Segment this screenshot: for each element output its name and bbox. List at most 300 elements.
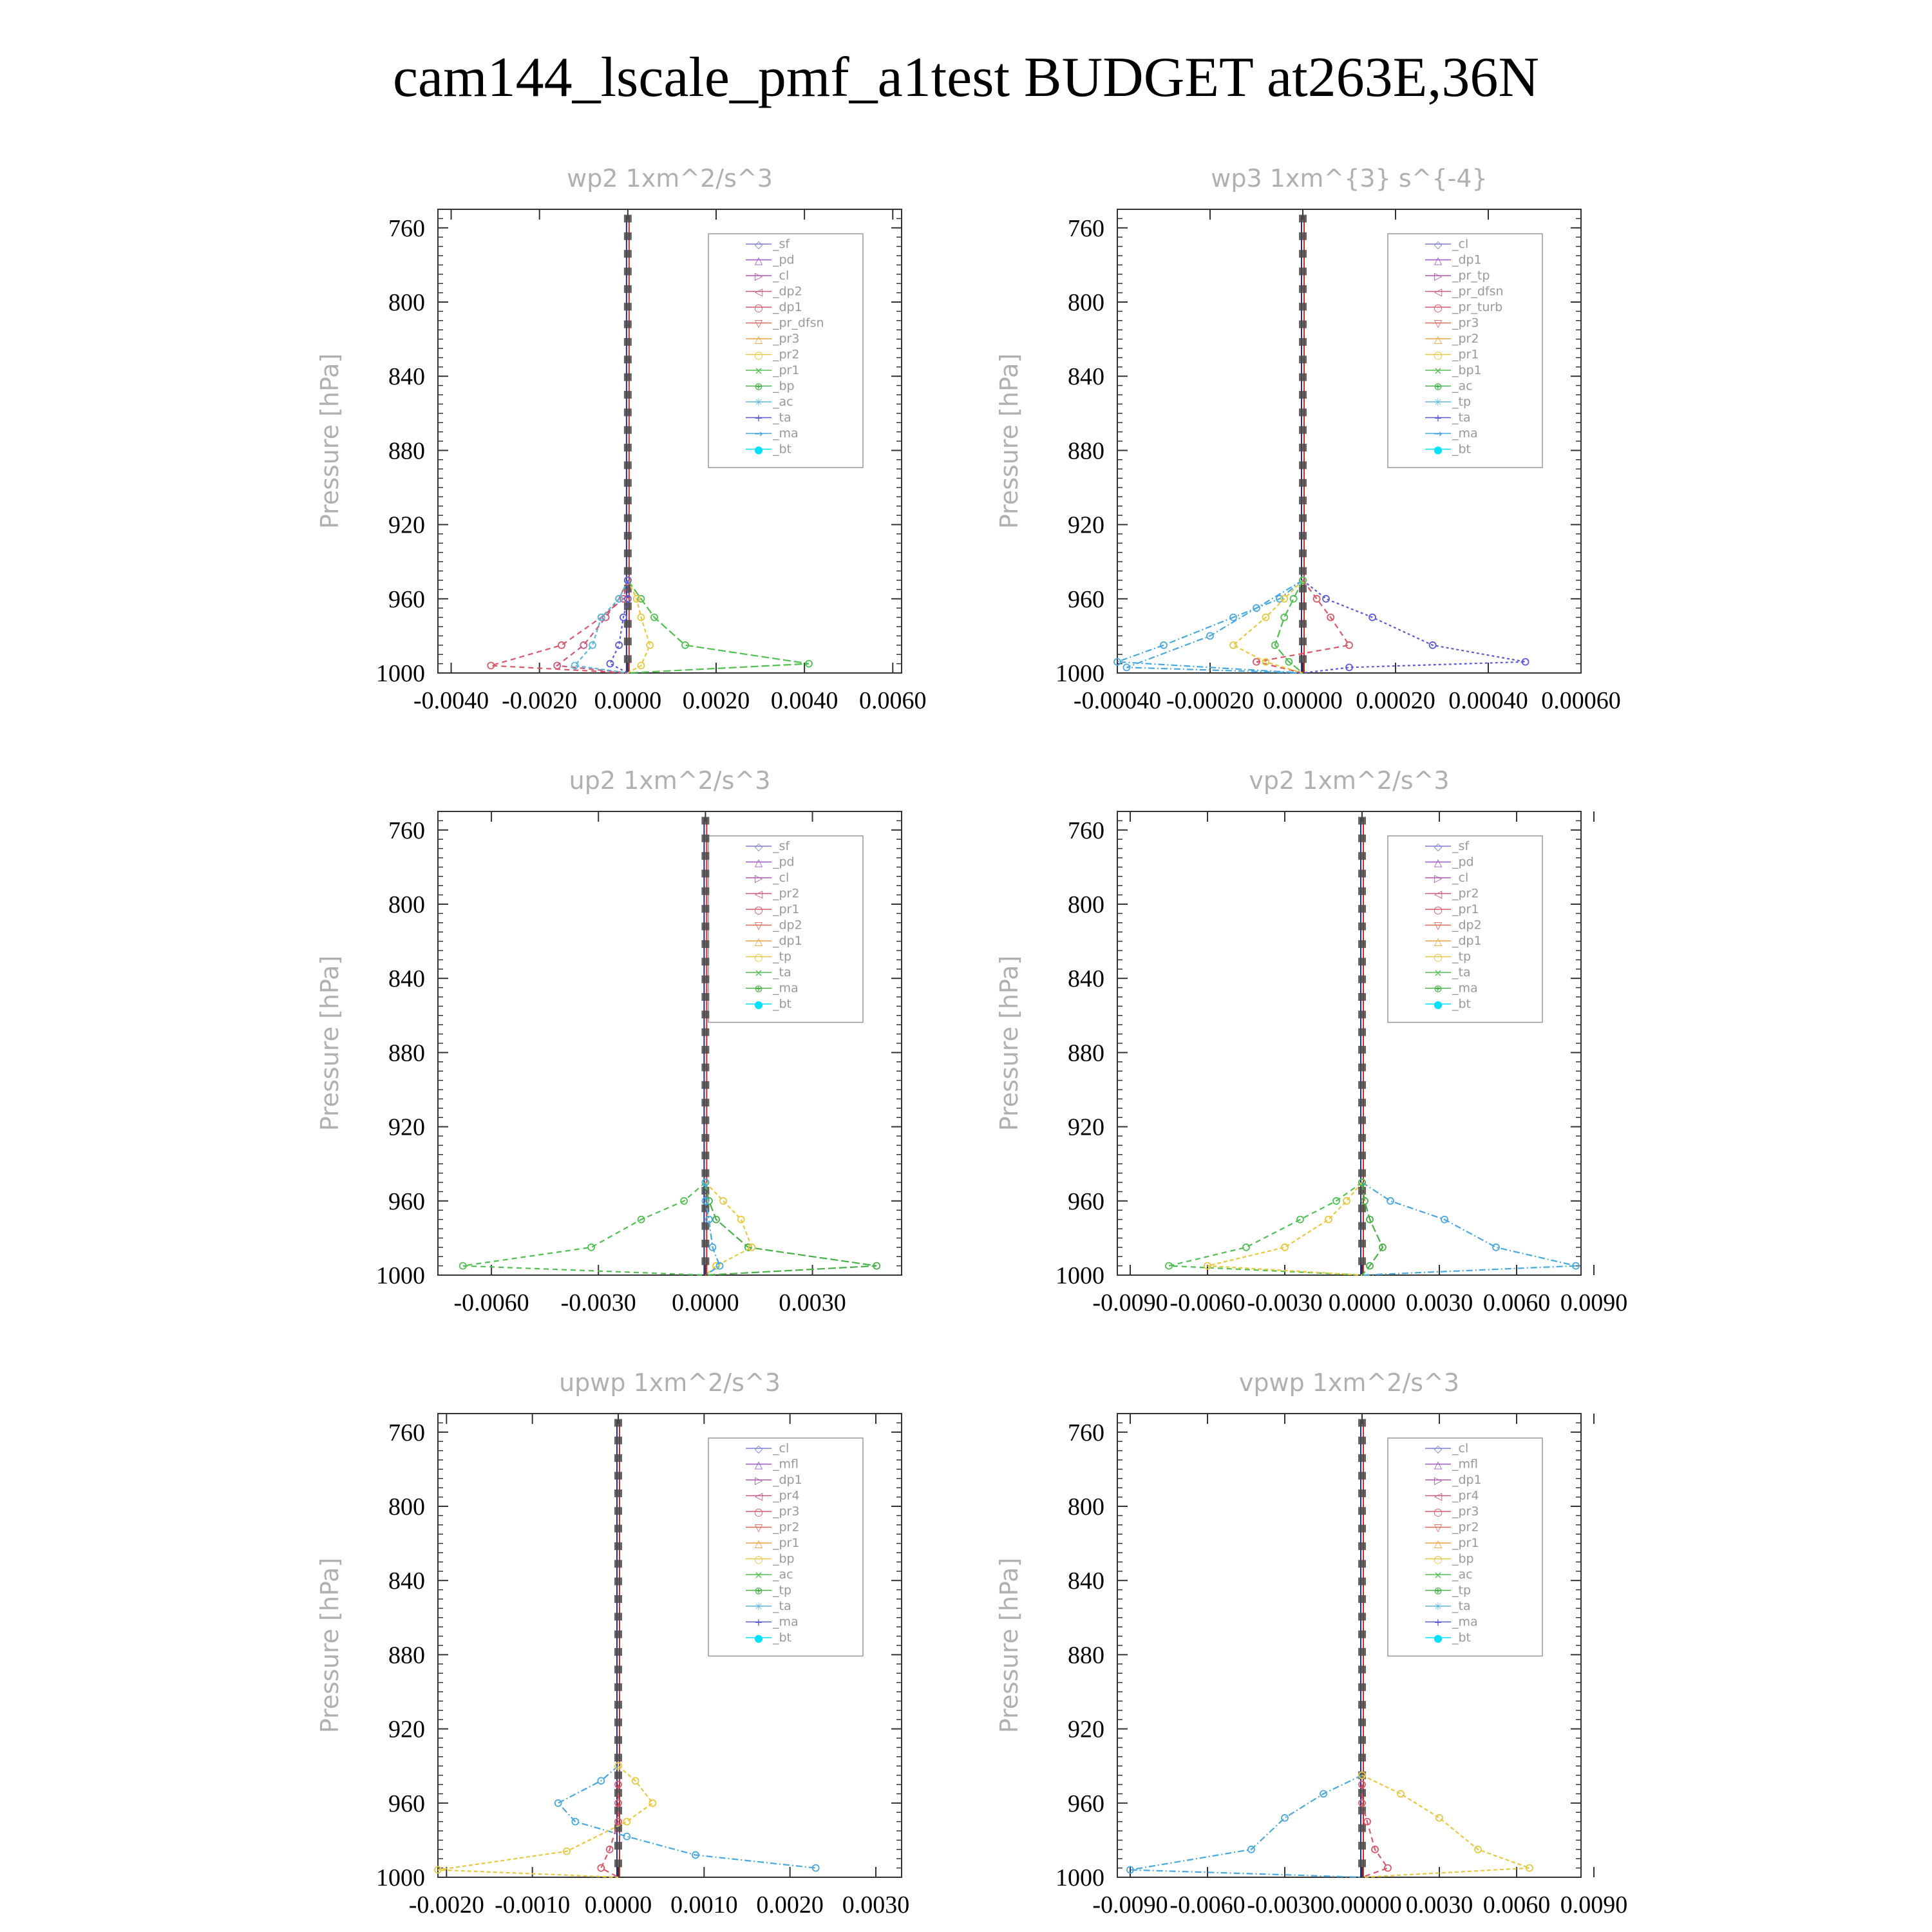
zero-marker: [1358, 1240, 1366, 1247]
legend-entry: _cl: [773, 871, 790, 885]
legend-marker: ◁: [1434, 285, 1443, 298]
legend-entry: _pr1: [773, 902, 800, 916]
y-tick-label: 1000: [376, 1864, 425, 1891]
zero-marker: [1299, 638, 1307, 645]
zero-marker: [1358, 1490, 1366, 1497]
zero-marker: [624, 655, 632, 663]
legend-marker: ▷: [1434, 872, 1443, 884]
zero-marker: [1299, 321, 1307, 328]
legend-marker: ○: [754, 301, 763, 314]
y-tick-label: 880: [388, 1039, 425, 1067]
legend-marker: ⊕: [1434, 982, 1443, 995]
legend-entry: _bt: [1452, 997, 1472, 1011]
legend-marker: +: [754, 1616, 763, 1629]
legend-marker: △: [754, 1537, 763, 1549]
zero-marker: [1358, 1719, 1366, 1727]
legend-entry: _sf: [773, 839, 790, 853]
zero-marker: [1299, 408, 1307, 416]
y-tick-label: 920: [388, 1716, 425, 1743]
zero-marker: [614, 1525, 622, 1533]
panel-3: [316, 766, 902, 1316]
panel-title: up2 1xm^2/s^3: [569, 766, 771, 795]
x-tick-label: 0.0060: [859, 687, 927, 714]
zero-marker: [1358, 976, 1366, 983]
legend-entry: _bt: [1452, 442, 1472, 457]
legend-marker: ▷: [754, 1474, 763, 1486]
y-tick-label: 840: [388, 1567, 425, 1595]
legend-marker: △: [754, 856, 763, 869]
series-line: [491, 580, 628, 673]
zero-marker: [1299, 250, 1307, 258]
zero-marker: [624, 549, 632, 557]
zero-marker: [701, 852, 709, 860]
zero-marker: [701, 1081, 709, 1089]
zero-marker: [1358, 905, 1366, 913]
x-tick-label: 0.0000: [672, 1289, 739, 1316]
legend-entry: _pr3: [1452, 316, 1479, 330]
y-tick-label: 880: [388, 1642, 425, 1669]
legend-marker: ○: [1434, 1553, 1443, 1566]
zero-marker: [624, 214, 632, 222]
zero-marker: [624, 515, 632, 522]
legend-marker: ⊕: [1434, 1584, 1443, 1597]
series-line: [463, 1182, 706, 1275]
zero-marker: [614, 1437, 622, 1444]
legend-marker: ▷: [1434, 1474, 1443, 1486]
zero-marker: [1299, 303, 1307, 310]
legend-marker: ✳: [1434, 396, 1443, 408]
legend-marker: ✳: [754, 396, 763, 408]
legend-entry: _pr1: [1452, 902, 1479, 916]
zero-marker: [1299, 444, 1307, 451]
panel-2: [995, 164, 1621, 714]
x-tick-label: 0.00000: [1322, 1891, 1402, 1918]
zero-marker: [1299, 567, 1307, 575]
y-tick-label: 1000: [1056, 1864, 1104, 1891]
zero-marker: [1358, 1257, 1366, 1265]
y-tick-label: 840: [1068, 965, 1104, 993]
legend-marker: △: [1434, 254, 1443, 267]
series-line: [557, 580, 628, 673]
x-tick-label: 0.0030: [1405, 1891, 1473, 1918]
legend-entry: _bt: [773, 1631, 792, 1645]
y-tick-label: 920: [388, 1113, 425, 1141]
zero-marker: [1358, 1117, 1366, 1124]
series-point: [598, 1865, 604, 1871]
zero-marker: [614, 1665, 622, 1673]
zero-marker: [624, 408, 632, 416]
series-point: [720, 1198, 726, 1204]
zero-marker: [614, 1560, 622, 1567]
legend-entry: _pr3: [1452, 1504, 1479, 1519]
zero-marker: [1299, 391, 1307, 399]
legend-marker: △: [1434, 333, 1443, 345]
y-tick-label: 920: [1068, 511, 1104, 539]
y-tick-label: 800: [388, 891, 425, 918]
y-tick-label: 760: [388, 214, 425, 242]
legend-marker: →: [1434, 428, 1443, 440]
legend-entry: _cl: [1452, 237, 1469, 251]
legend-entry: _ta: [1452, 410, 1471, 425]
legend-entry: _dp1: [773, 300, 802, 314]
series-point: [1436, 1815, 1443, 1821]
legend-entry: _ta: [773, 965, 791, 980]
x-tick-label: -0.0010: [495, 1891, 571, 1918]
legend-entry: _pd: [773, 252, 795, 267]
legend-entry: _pr4: [773, 1488, 800, 1503]
series-line: [1362, 1776, 1530, 1877]
legend-entry: _ac: [773, 395, 793, 409]
legend-marker: ◁: [754, 285, 763, 298]
x-tick-label: -0.0060: [453, 1289, 529, 1316]
x-tick-label: -0.0090: [1092, 1891, 1168, 1918]
legend-entry: _tp: [1452, 395, 1472, 409]
zero-marker: [614, 1701, 622, 1709]
zero-marker: [624, 461, 632, 469]
x-tick-label: 0.0000: [594, 687, 662, 714]
zero-marker: [614, 1683, 622, 1691]
zero-marker: [614, 1542, 622, 1550]
zero-marker: [624, 285, 632, 293]
legend-entry: _ac: [1452, 1567, 1473, 1582]
panel-title: wp2 1xm^2/s^3: [567, 164, 773, 193]
zero-marker: [701, 976, 709, 983]
legend-marker: ▽: [754, 919, 763, 932]
legend-entry: _ta: [1452, 1599, 1471, 1613]
legend-entry: _bp: [773, 379, 795, 393]
zero-marker: [1358, 1701, 1366, 1709]
series-point: [1387, 1198, 1394, 1204]
x-tick-label: 0.0030: [842, 1891, 910, 1918]
y-tick-label: 760: [1068, 1419, 1104, 1446]
zero-marker: [1358, 869, 1366, 877]
series-line: [575, 580, 628, 673]
legend-marker: ○: [754, 1553, 763, 1566]
zero-marker: [701, 1010, 709, 1018]
zero-marker: [614, 1842, 622, 1850]
y-tick-label: 760: [1068, 214, 1104, 242]
y-tick-label: 800: [388, 1493, 425, 1520]
legend-entry: _ac: [1452, 379, 1473, 393]
legend-entry: _bp: [773, 1551, 795, 1566]
zero-marker: [701, 905, 709, 913]
legend-marker: ◇: [1434, 1443, 1443, 1455]
series-point: [649, 1800, 656, 1806]
zero-marker: [614, 1772, 622, 1779]
x-tick-label: -0.0030: [1247, 1891, 1323, 1918]
zero-marker: [1299, 515, 1307, 522]
series-point: [588, 1244, 594, 1251]
zero-marker: [624, 426, 632, 434]
legend-entry: _ma: [1452, 981, 1478, 996]
zero-marker: [1358, 1595, 1366, 1603]
legend-entry: _ta: [1452, 965, 1471, 980]
series-point: [1314, 596, 1320, 602]
zero-marker: [1358, 1648, 1366, 1656]
zero-marker: [1358, 1683, 1366, 1691]
legend-entry: _pr2: [773, 886, 800, 901]
legend-marker: ×: [754, 1569, 763, 1581]
zero-marker: [624, 532, 632, 540]
panel-title: wp3 1xm^{3} s^{-4}: [1211, 164, 1488, 193]
y-tick-label: 760: [388, 817, 425, 844]
x-tick-label: -0.0020: [408, 1891, 484, 1918]
zero-marker: [624, 620, 632, 628]
zero-marker: [1358, 1187, 1366, 1195]
zero-marker: [624, 232, 632, 240]
legend-entry: _pr2: [1452, 886, 1479, 901]
legend-marker: ●: [754, 998, 763, 1010]
x-tick-label: -0.00040: [1073, 687, 1162, 714]
zero-marker: [614, 1578, 622, 1586]
y-tick-label: 760: [388, 1419, 425, 1446]
y-tick-label: 920: [388, 511, 425, 539]
legend-marker: ○: [1434, 348, 1443, 361]
zero-marker: [1358, 1063, 1366, 1071]
y-tick-label: 960: [1068, 1790, 1104, 1817]
zero-marker: [701, 1063, 709, 1071]
series-line: [1169, 1182, 1362, 1275]
zero-marker: [1358, 1842, 1366, 1850]
series-point: [1230, 642, 1236, 649]
y-axis-label: Pressure [hPa]: [995, 1557, 1023, 1734]
legend-marker: ○: [754, 1506, 763, 1518]
zero-marker: [624, 602, 632, 610]
zero-marker: [1299, 479, 1307, 487]
x-tick-label: 0.0040: [770, 687, 838, 714]
y-axis-label: Pressure [hPa]: [316, 955, 344, 1132]
legend-entry: _pr2: [773, 1520, 800, 1535]
legend-entry: _pr_turb: [1452, 300, 1503, 314]
y-tick-label: 880: [1068, 1642, 1104, 1669]
x-tick-label: 0.0030: [779, 1289, 846, 1316]
x-tick-label: 0.0060: [1482, 1289, 1551, 1316]
legend-entry: _pr1: [1452, 1536, 1479, 1550]
zero-marker: [1299, 497, 1307, 504]
x-tick-label: -0.0060: [1170, 1891, 1245, 1918]
zero-marker: [701, 940, 709, 948]
legend-marker: ▷: [1434, 270, 1443, 282]
legend-marker: ●: [1434, 998, 1443, 1010]
legend-marker: ◇: [754, 1443, 763, 1455]
series-line: [1208, 1182, 1362, 1275]
series-line: [1126, 580, 1303, 673]
legend-entry: _dp2: [773, 284, 802, 299]
zero-marker: [1358, 1472, 1366, 1479]
zero-marker: [1358, 1010, 1366, 1018]
zero-marker: [1358, 1046, 1366, 1054]
zero-marker: [1358, 1631, 1366, 1638]
y-tick-label: 960: [1068, 1188, 1104, 1215]
legend-entry: _pr_dfsn: [773, 316, 824, 330]
zero-marker: [701, 1204, 709, 1212]
y-tick-label: 1000: [376, 660, 425, 687]
legend-marker: △: [754, 333, 763, 345]
zero-marker: [1299, 214, 1307, 222]
legend-marker: △: [1434, 1458, 1443, 1471]
legend-marker: +: [1434, 1616, 1443, 1629]
legend-entry: _dp1: [1452, 1473, 1482, 1487]
zero-marker: [701, 923, 709, 931]
legend-marker: △: [754, 1458, 763, 1471]
zero-marker: [1358, 1507, 1366, 1515]
x-tick-label: -0.0060: [1170, 1289, 1245, 1316]
zero-marker: [1358, 1028, 1366, 1036]
x-tick-label: 0.0090: [1560, 1891, 1628, 1918]
legend-marker: ▽: [754, 317, 763, 330]
x-tick-label: 0.00060: [1541, 687, 1621, 714]
zero-marker: [614, 1648, 622, 1656]
y-tick-label: 800: [1068, 891, 1104, 918]
series-point: [1343, 1198, 1350, 1204]
series-point: [607, 661, 613, 667]
y-axis-label: Pressure [hPa]: [316, 353, 344, 529]
y-tick-label: 840: [388, 965, 425, 993]
panel-title: upwp 1xm^2/s^3: [559, 1368, 781, 1397]
legend-entry: _ta: [773, 1599, 791, 1613]
zero-marker: [1299, 532, 1307, 540]
legend-marker: ×: [754, 967, 763, 979]
legend-marker: →: [754, 428, 763, 440]
zero-marker: [1358, 1437, 1366, 1444]
zero-marker: [624, 321, 632, 328]
y-tick-label: 760: [1068, 817, 1104, 844]
zero-marker: [614, 1507, 622, 1515]
x-tick-label: -0.0020: [502, 687, 578, 714]
legend-entry: _cl: [773, 1441, 790, 1455]
zero-marker: [1358, 1419, 1366, 1426]
zero-marker: [701, 1257, 709, 1265]
zero-marker: [1358, 1665, 1366, 1673]
legend-entry: _tp: [773, 1583, 792, 1598]
legend-entry: _cl: [1452, 1441, 1469, 1455]
series-line: [628, 580, 809, 673]
zero-marker: [1299, 602, 1307, 610]
zero-marker: [624, 479, 632, 487]
y-tick-label: 960: [388, 1188, 425, 1215]
y-tick-label: 1000: [1056, 1262, 1104, 1289]
legend-marker: ⊕: [754, 380, 763, 393]
legend-marker: ▷: [754, 872, 763, 884]
zero-marker: [614, 1490, 622, 1497]
series-point: [1385, 1865, 1391, 1871]
legend-marker: ○: [1434, 904, 1443, 916]
x-tick-label: 0.00020: [1356, 687, 1435, 714]
x-tick-label: 0.0010: [670, 1891, 738, 1918]
series-line: [1362, 1182, 1576, 1275]
zero-marker: [1299, 355, 1307, 363]
y-tick-label: 960: [388, 1790, 425, 1817]
zero-marker: [701, 1222, 709, 1230]
zero-marker: [1358, 1081, 1366, 1089]
legend-entry: _cl: [773, 269, 790, 283]
panel-6: [995, 1368, 1627, 1918]
x-tick-label: 0.0060: [1482, 1891, 1551, 1918]
legend-marker: ×: [1434, 967, 1443, 979]
legend-entry: _bp: [1452, 1551, 1474, 1566]
legend-entry: _dp1: [1452, 252, 1482, 267]
zero-marker: [1358, 1151, 1366, 1159]
y-tick-label: 880: [1068, 1039, 1104, 1067]
legend-entry: _pr1: [1452, 347, 1479, 362]
panel-4: [995, 766, 1627, 1316]
zero-marker: [624, 391, 632, 399]
zero-marker: [701, 1151, 709, 1159]
series-point: [1325, 1217, 1332, 1223]
legend-marker: ○: [754, 951, 763, 963]
legend-entry: _bt: [1452, 1631, 1472, 1645]
y-tick-label: 840: [1068, 1567, 1104, 1595]
x-tick-label: -0.0030: [560, 1289, 636, 1316]
legend-marker: ●: [1434, 443, 1443, 456]
zero-marker: [1358, 1859, 1366, 1867]
zero-marker: [1299, 549, 1307, 557]
zero-marker: [1358, 1824, 1366, 1832]
zero-marker: [614, 1454, 622, 1462]
legend-entry: _dp2: [773, 918, 802, 933]
legend-marker: ▽: [1434, 317, 1443, 330]
legend-marker: ▽: [1434, 919, 1443, 932]
y-tick-label: 840: [1068, 363, 1104, 391]
zero-marker: [624, 303, 632, 310]
series-line: [705, 1182, 752, 1275]
legend-marker: ✳: [754, 1600, 763, 1613]
x-tick-label: 0.00000: [1263, 687, 1343, 714]
zero-marker: [1358, 1454, 1366, 1462]
series-point: [555, 1800, 562, 1806]
zero-marker: [1358, 887, 1366, 895]
y-axis-label: Pressure [hPa]: [316, 1557, 344, 1734]
zero-marker: [1299, 620, 1307, 628]
panel-1: [316, 164, 927, 714]
legend-marker: +: [1434, 412, 1443, 424]
legend-entry: _tp: [1452, 949, 1472, 964]
x-tick-label: -0.0030: [1247, 1289, 1323, 1316]
legend-marker: ⊕: [754, 982, 763, 995]
legend-marker: ▽: [754, 1521, 763, 1534]
zero-marker: [624, 267, 632, 275]
zero-marker: [614, 1419, 622, 1426]
x-tick-label: -0.0090: [1092, 1289, 1168, 1316]
zero-marker: [1358, 1525, 1366, 1533]
series-point: [1291, 596, 1297, 602]
zero-marker: [1358, 940, 1366, 948]
legend-marker: ◁: [1434, 1490, 1443, 1502]
series-point: [558, 642, 565, 649]
y-tick-label: 880: [1068, 437, 1104, 465]
legend-entry: _dp1: [773, 1473, 802, 1487]
legend-marker: △: [754, 254, 763, 267]
legend-marker: ×: [1434, 1569, 1443, 1581]
legend-marker: △: [1434, 856, 1443, 869]
zero-marker: [1358, 1222, 1366, 1230]
x-tick-label: 0.0000: [1328, 1289, 1396, 1316]
zero-marker: [614, 1859, 622, 1867]
x-tick-label: 0.0000: [584, 1891, 652, 1918]
y-tick-label: 1000: [1056, 660, 1104, 687]
x-tick-label: 0.0030: [1405, 1289, 1473, 1316]
legend-marker: ○: [754, 904, 763, 916]
zero-marker: [701, 817, 709, 824]
panel-title: vp2 1xm^2/s^3: [1249, 766, 1450, 795]
legend-entry: _tp: [1452, 1583, 1472, 1598]
legend-marker: ●: [1434, 1632, 1443, 1644]
legend-entry: _mfl: [773, 1457, 799, 1472]
zero-marker: [614, 1719, 622, 1727]
x-tick-label: 0.0020: [756, 1891, 824, 1918]
zero-marker: [1358, 1754, 1366, 1761]
legend-entry: _pr3: [773, 1504, 800, 1519]
